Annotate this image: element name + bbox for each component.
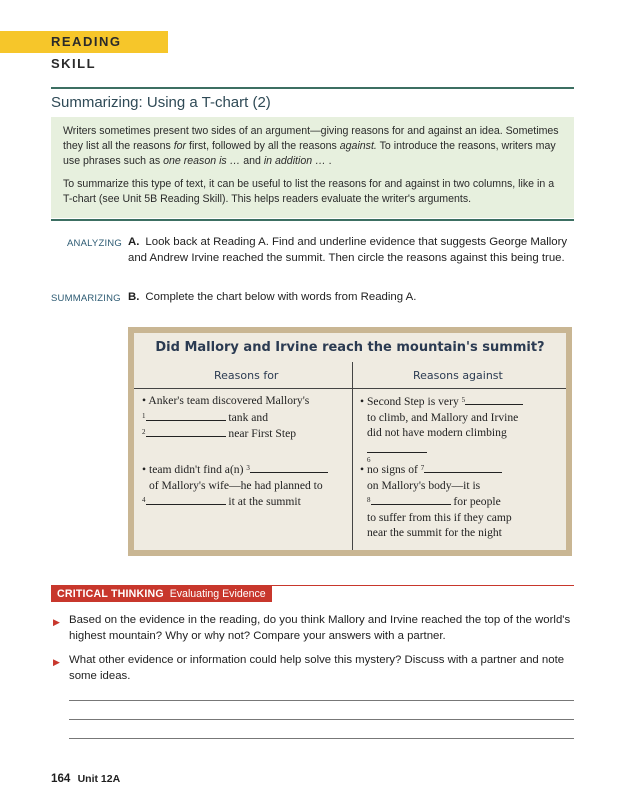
blank-6[interactable] [367,441,427,453]
bullet-icon: ▶ [53,657,60,667]
skill-label-summarizing: SUMMARIZING [51,293,121,304]
section-bottom-rule [51,219,574,221]
writing-line-3[interactable] [69,738,574,739]
chart-horizontal-rule [134,388,566,389]
blank-2[interactable] [146,425,226,437]
reason-for-1: • Anker's team discovered Mallory's $^1$ tank and $^2$ near First Step [142,394,310,440]
page-number: 164 [51,772,71,785]
t-chart [128,327,572,556]
skill-label-analyzing: ANALYZING [67,238,122,249]
blank-7[interactable] [424,461,502,473]
reason-against-1: • Second Step is very $^5$ to climb, and Mallory and Irvine did not have modern climbing $^6$ [360,393,560,464]
column-header-for: Reasons for [214,369,279,382]
bullet-icon: ▶ [53,617,60,627]
chart-title: Did Mallory and Irvine reach the mountain's summit? [155,340,545,355]
critical-thinking-label: CRITICAL THINKING Evaluating Evidence [51,586,272,602]
critical-question-1: Based on the evidence in the reading, do you think Mallory and Irvine reached the top of the world's highest mountain? Why or why not? Compare your answers with a partner. [69,614,571,642]
question-a: A. Look back at Reading A. Find and underline evidence that suggests George Mallory and Andrew Irvine reached the summit. Then circle the reasons against this being true. [128,236,568,264]
unit-label: Unit 12A [77,773,121,785]
critical-question-2: What other evidence or information could help solve this mystery? Discuss with a partner and note some ideas. [69,654,565,682]
blank-3[interactable] [250,461,328,473]
section-title: Summarizing: Using a T-chart (2) [51,94,271,111]
blank-4[interactable] [146,493,226,505]
intro-paragraph-1: Writers sometimes present two sides of an argument—giving reasons for and against an idea. Sometimes they list all the reasons for first, followed by all the reasons against. To introduce the reasons, writers may use phrases such as one reason is … and in addition … . [63,125,559,168]
reading-skill-tag: READING SKILL [0,31,168,53]
intro-paragraph-2: To summarize this type of text, it can be useful to list the reasons for and against in two columns, like in a T-chart (see Unit 5B Reading Skill). This helps readers evaluate the writer's arguments. [63,177,555,205]
blank-8[interactable] [371,493,451,505]
writing-line-2[interactable] [69,719,574,720]
reason-for-2: • team didn't find a(n) $^3$ of Mallory's wife—he had planned to $^4$ it at the summit [142,461,350,510]
chart-vertical-rule [352,362,353,550]
blank-5[interactable] [465,393,523,405]
section-top-rule [51,87,574,89]
question-b: B. Complete the chart below with words from Reading A. [128,291,417,303]
blank-1[interactable] [146,409,226,421]
writing-line-1[interactable] [69,700,574,701]
intro-box [51,117,574,218]
reason-against-2: • no signs of $^7$ on Mallory's body—it is $^8$ for people to suffer from this if they camp near the summit for the night [360,463,512,539]
column-header-against: Reasons against [413,369,503,382]
page-footer [51,772,120,785]
